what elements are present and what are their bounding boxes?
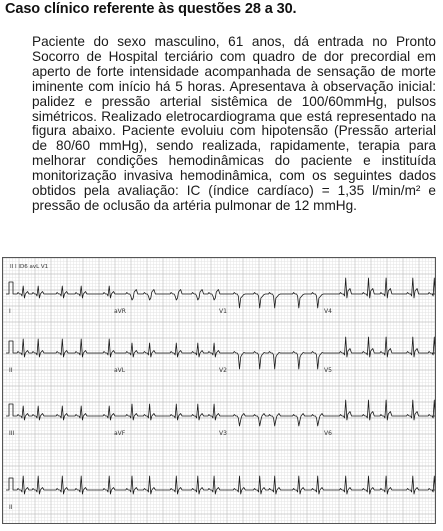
- ecg-figure: [2, 257, 436, 524]
- ecg-lead-label: V4: [324, 308, 332, 315]
- ecg-grid-major: [3, 258, 435, 523]
- page-heading: Caso clínico referente às questões 28 a 30.: [5, 1, 297, 17]
- clinical-case-paragraph: [32, 35, 436, 214]
- ecg-grid-minor: [3, 258, 435, 523]
- ecg-lead-label: I: [9, 308, 11, 315]
- ecg-lead-label: III: [9, 430, 15, 437]
- ecg-lead-label: aVR: [114, 308, 126, 315]
- ecg-lead-label: aVL: [114, 367, 126, 374]
- ecg-lead-label: V2: [219, 367, 227, 374]
- ecg-lead-label: II: [9, 504, 13, 511]
- ecg-tracing: [3, 258, 435, 523]
- ecg-lead-label: II: [9, 367, 13, 374]
- ecg-lead-label: V5: [324, 367, 332, 374]
- case-text: Paciente do sexo masculino, 61 anos, dá entrada no Pronto Socorro de Hospital terciário com quadro de dor precordial em aperto de forte intensidade acompanhada de sensação de morte iminente com início há 5 horas. Apresentava à observação inicial: palidez e pressão arterial sistêmica de 100/60mmHg, pulsos simétricos. Realizado eletrocardiograma que está representado na figura abaixo. Paciente evoluiu com hipotensão (Pressão arterial de 80/60 mmHg), sendo realizada, rapidamente, terapia para melhorar condições hemodinâmicas do paciente e instituída monitorização invasiva hemodinâmica, com os seguintes dados obtidos pela avaliação: IC (índice cardíaco) = 1,35 l/min/m² e pressão de oclusão da artéria pulmonar de 12 mmHg.: [32, 34, 436, 213]
- ecg-lead-label: V3: [219, 430, 227, 437]
- ecg-header-text: II I ID6 avL V1: [10, 264, 49, 270]
- ecg-lead-label: V6: [324, 430, 332, 437]
- ecg-lead-label: V1: [219, 308, 227, 315]
- ecg-lead-label: aVF: [114, 430, 126, 437]
